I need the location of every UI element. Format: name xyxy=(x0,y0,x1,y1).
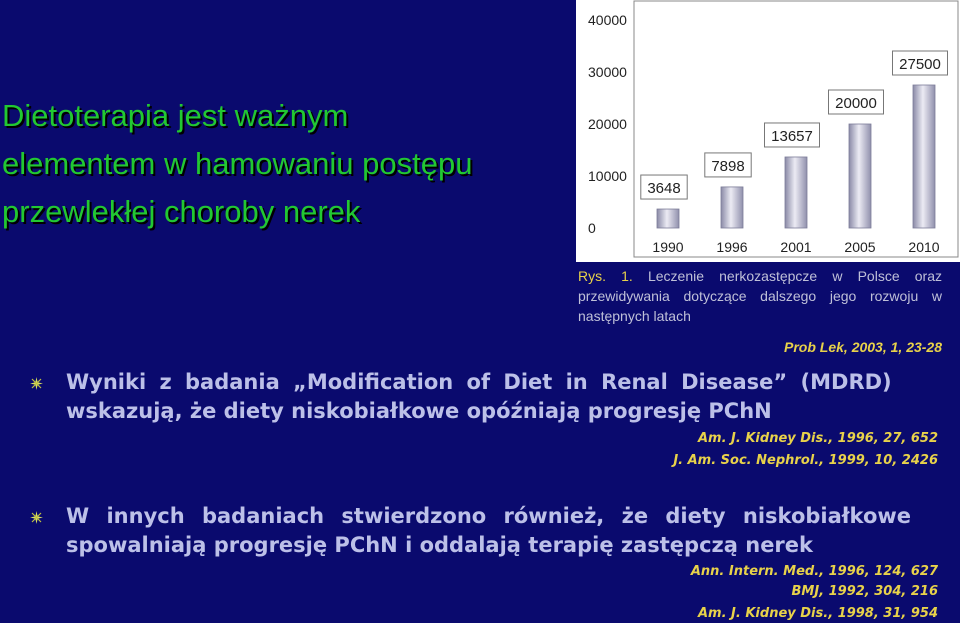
y-tick-label: 10000 xyxy=(588,168,627,184)
x-tick-label: 2010 xyxy=(908,239,940,255)
x-tick-label: 2001 xyxy=(780,239,812,255)
title-line-3: przewlekłej choroby nerek xyxy=(2,194,361,229)
x-tick-label: 2005 xyxy=(844,239,876,255)
bar xyxy=(785,157,807,228)
bar-chart-svg xyxy=(576,0,960,262)
y-tick-label: 0 xyxy=(588,220,596,236)
bar-chart xyxy=(576,0,960,262)
sparkle-bullet-icon xyxy=(30,511,43,524)
title-line-2: elementem w hamowaniu postępu xyxy=(2,146,473,181)
bar xyxy=(913,85,935,228)
figure-caption-prefix: Rys. 1. xyxy=(578,268,633,284)
data-label: 27500 xyxy=(899,56,941,73)
slide-title xyxy=(2,92,582,236)
x-tick-label: 1996 xyxy=(716,239,748,255)
paragraph-other-studies-line-2: spowalniają progresję PChN i oddalają terapię zastępczą nerek xyxy=(66,533,813,557)
reference-3: Ann. Intern. Med., 1996, 124, 627 xyxy=(690,564,938,579)
figure-caption xyxy=(578,266,942,326)
paragraph-other-studies xyxy=(66,502,946,560)
paragraph-mdrd-line-2: wskazują, że diety niskobiałkowe opóźniają progresję PChN xyxy=(66,399,772,423)
reference-5: Am. J. Kidney Dis., 1998, 31, 954 xyxy=(697,606,938,621)
figure-caption-text: Leczenie nerkozastępcze w Polsce oraz przewidywania dotyczące dalszego jego rozwoju w następnych latach xyxy=(578,268,942,324)
chart-source: Prob Lek, 2003, 1, 23-28 xyxy=(784,339,942,355)
y-tick-label: 20000 xyxy=(588,116,627,132)
y-tick-label: 40000 xyxy=(588,12,627,28)
paragraph-mdrd xyxy=(66,368,946,426)
bar xyxy=(849,124,871,228)
paragraph-mdrd-line-1: Wyniki z badania „Modification of Diet in Renal Disease” (MDRD) xyxy=(66,370,892,394)
reference-4: BMJ, 1992, 304, 216 xyxy=(791,584,938,599)
bar xyxy=(657,209,679,228)
data-label: 20000 xyxy=(835,95,877,112)
title-line-1: Dietoterapia jest ważnym xyxy=(2,98,349,133)
data-label: 3648 xyxy=(647,180,681,198)
data-label: 13657 xyxy=(771,127,813,145)
data-label: 7898 xyxy=(711,157,745,175)
sparkle-bullet-icon xyxy=(30,377,43,390)
paragraph-other-studies-line-1: W innych badaniach stwierdzono również, że diety niskobiałkowe xyxy=(66,504,912,528)
reference-1: Am. J. Kidney Dis., 1996, 27, 652 xyxy=(697,431,938,446)
x-tick-label: 1990 xyxy=(652,239,684,255)
bar xyxy=(721,187,743,228)
reference-2: J. Am. Soc. Nephrol., 1999, 10, 2426 xyxy=(673,453,938,468)
y-tick-label: 30000 xyxy=(588,64,627,80)
